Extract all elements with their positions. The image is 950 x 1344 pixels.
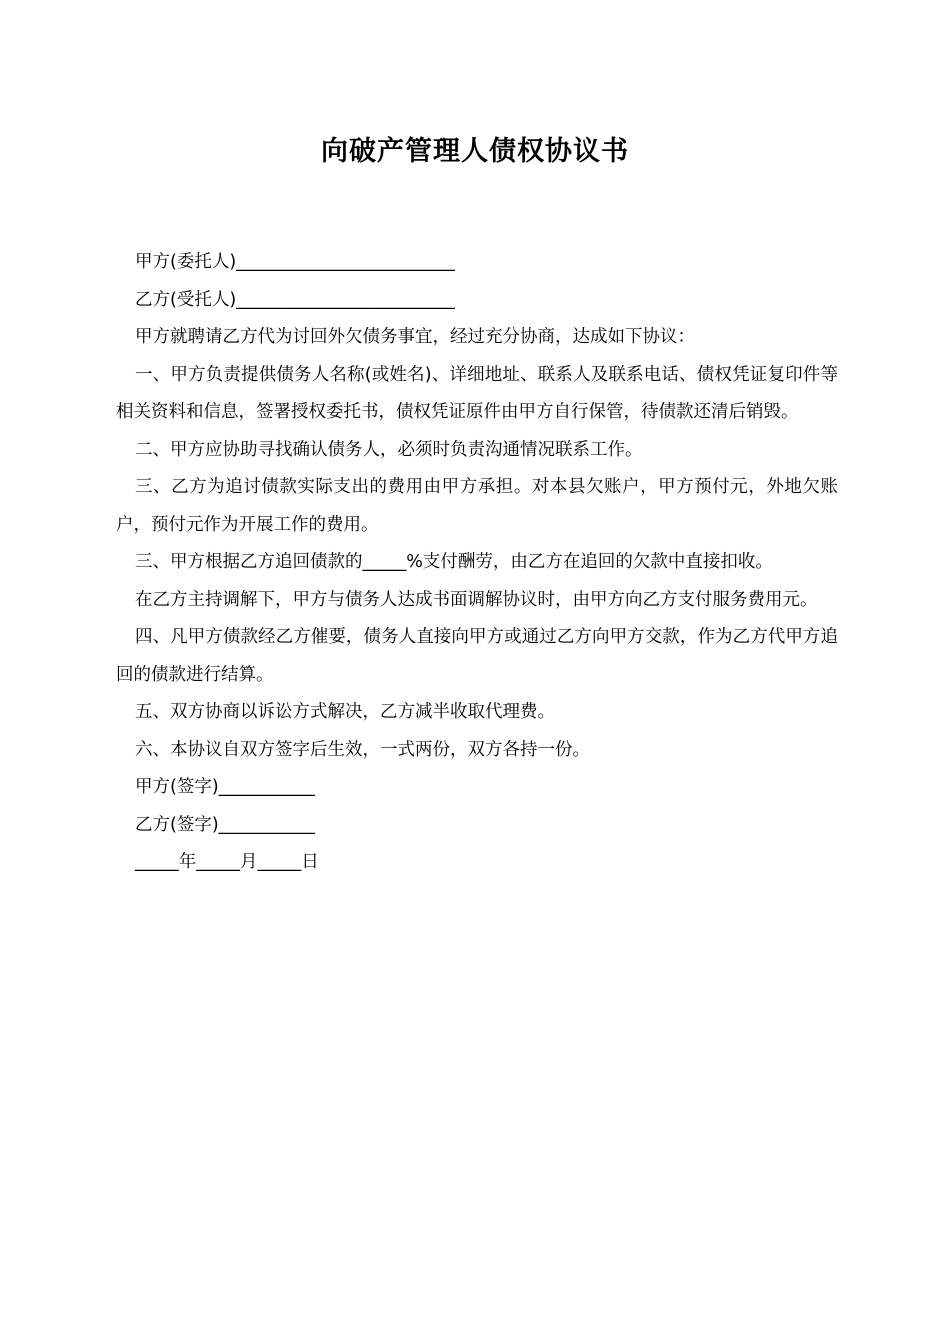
party-b-line: 乙方(受托人)_________________________ <box>135 289 455 310</box>
clause-6: 六、本协议自双方签字后生效，一式两份，双方各持一份。 <box>135 739 590 760</box>
clause-5: 五、双方协商以诉讼方式解决，乙方减半收取代理费。 <box>135 702 555 722</box>
clause-2: 二、甲方应协助寻找确认债务人，必须时负责沟通情况联系工作。 <box>135 439 643 460</box>
clause-1: 一、甲方负责提供债务人名称(或姓名)、详细地址、联系人及联系电话、债权凭证复印件等相关资料和信息，签署授权委托书，债权凭证原件由甲方自行保管，待债款还清后销毁。 <box>116 364 838 422</box>
date-line: _____年_____月_____日 <box>135 852 319 872</box>
preamble-paragraph: 甲方就聘请乙方代为讨回外欠债务事宜，经过充分协商，达成如下协议： <box>135 327 695 347</box>
party-b-signature: 乙方(签字)___________ <box>135 814 315 835</box>
clause-4: 四、凡甲方债款经乙方催要，债务人直接向甲方或通过乙方向甲方交款，作为乙方代甲方追回的债款进行结算。 <box>116 627 838 685</box>
party-a-line: 甲方(委托人)_________________________ <box>135 252 455 272</box>
clause-3-fee: 三、甲方根据乙方追回债款的_____%支付酬劳，由乙方在追回的欠款中直接扣收。 <box>135 552 773 572</box>
clause-3-expenses: 三、乙方为追讨债款实际支出的费用由甲方承担。对本县欠账户，甲方预付元，外地欠账户，预付元作为开展工作的费用。 <box>116 477 838 535</box>
document-title: 向破产管理人债权协议书 <box>321 136 629 167</box>
mediation-paragraph: 在乙方主持调解下，甲方与债务人达成书面调解协议时，由甲方向乙方支付服务费用元。 <box>135 589 818 610</box>
document-body <box>116 244 838 882</box>
party-a-signature: 甲方(签字)___________ <box>135 777 315 797</box>
